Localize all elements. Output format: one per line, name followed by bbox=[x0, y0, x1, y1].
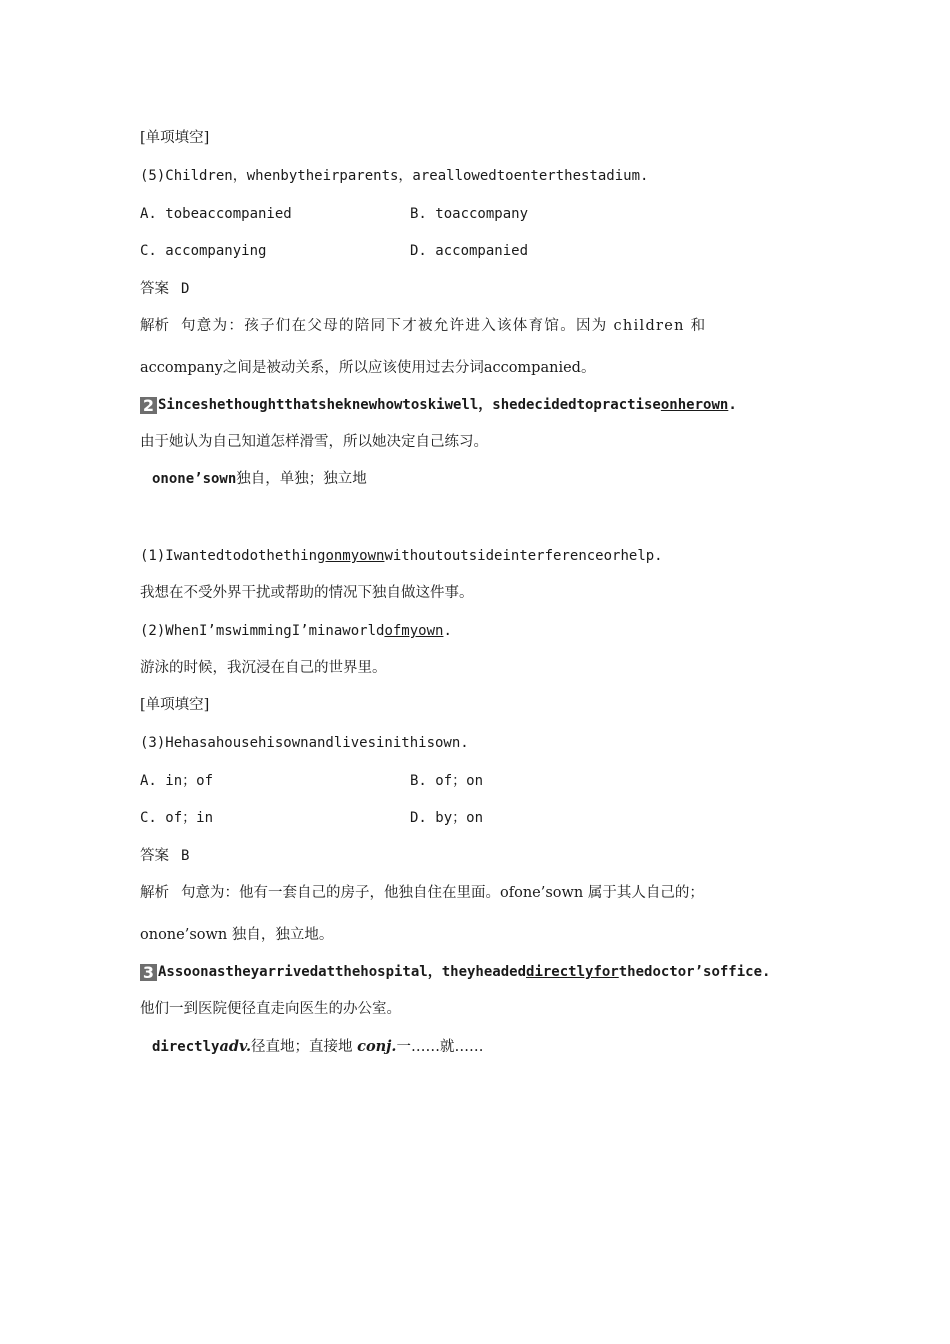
analysis-label: 解析 bbox=[140, 885, 169, 901]
item-number-badge: 2 bbox=[140, 397, 157, 414]
option-d: D. accompanied bbox=[410, 243, 529, 259]
key-sentence bbox=[140, 962, 770, 982]
example-text: (2)WhenI’mswimmingI’minaworld bbox=[140, 623, 385, 639]
question-type-label: [单项填空] bbox=[140, 697, 210, 713]
example-underlined: ofmyown bbox=[384, 623, 444, 639]
option-a: A. in；of bbox=[140, 773, 214, 789]
question-text: (5)Children，whenbytheirparents，areallowedtoenterthestadium. bbox=[140, 168, 649, 184]
answer-row bbox=[140, 846, 189, 866]
option-c: C. accompanying bbox=[140, 243, 267, 259]
key-sentence-text: Sinceshethoughtthatsheknewhowtoskiwell，shedecidedtopractise bbox=[158, 397, 661, 413]
example-text-end: withoutoutsideinterferenceorhelp. bbox=[384, 548, 663, 564]
answer-value: B bbox=[181, 848, 190, 864]
example-translation: 我想在不受外界干扰或帮助的情况下独自做这件事。 bbox=[140, 585, 474, 601]
answer-label: 答案 bbox=[140, 848, 169, 864]
word-meaning: 径直地；直接地 bbox=[251, 1039, 353, 1055]
key-phrase-underlined: onherown bbox=[660, 397, 729, 413]
item-number-badge: 3 bbox=[140, 964, 157, 981]
word-meaning: 一……就…… bbox=[396, 1039, 484, 1055]
phrase-meaning: 独自，单独；独立地 bbox=[236, 471, 367, 487]
analysis-row bbox=[140, 316, 706, 336]
key-sentence-translation: 他们一到医院便径直走向医生的办公室。 bbox=[140, 1001, 401, 1017]
analysis-label: 解析 bbox=[140, 318, 169, 334]
answer-row bbox=[140, 279, 189, 299]
answer-label: 答案 bbox=[140, 281, 169, 297]
part-of-speech: conj. bbox=[357, 1038, 397, 1055]
analysis-text-continued: onone’sown 独自，独立地。 bbox=[140, 927, 334, 943]
option-b: B. toaccompany bbox=[410, 206, 529, 222]
analysis-text: 句意为：他有一套自己的房子，他独自住在里面。ofone’sown 属于其人自己的； bbox=[181, 885, 704, 901]
word-term: directly bbox=[152, 1039, 220, 1055]
phrase-definition bbox=[152, 469, 367, 489]
example-underlined: onmyown bbox=[325, 548, 385, 564]
example-sentence bbox=[140, 546, 663, 566]
option-b: B. of；on bbox=[410, 773, 484, 789]
answer-value: D bbox=[181, 281, 190, 297]
option-a: A. tobeaccompanied bbox=[140, 206, 292, 222]
example-text-end: . bbox=[443, 623, 452, 639]
analysis-text: 句意为：孩子们在父母的陪同下才被允许进入该体育馆。因为 children 和 bbox=[181, 318, 707, 334]
key-phrase-underlined: directlyfor bbox=[526, 964, 619, 980]
key-sentence-end: . bbox=[728, 397, 737, 413]
key-sentence-translation: 由于她认为自己知道怎样滑雪，所以她决定自己练习。 bbox=[140, 434, 488, 450]
analysis-row bbox=[140, 883, 704, 903]
phrase-term: onone’sown bbox=[152, 471, 237, 487]
example-sentence bbox=[140, 621, 452, 641]
key-sentence-end: thedoctor’soffice. bbox=[618, 964, 771, 980]
option-d: D. by；on bbox=[410, 810, 484, 826]
example-text: (1)Iwantedtodothething bbox=[140, 548, 326, 564]
analysis-text-continued: accompany之间是被动关系，所以应该使用过去分词accompanied。 bbox=[140, 360, 596, 376]
option-c: C. of；in bbox=[140, 810, 214, 826]
part-of-speech: adv. bbox=[219, 1038, 251, 1055]
word-definition bbox=[152, 1037, 483, 1057]
question-type-label: [单项填空] bbox=[140, 130, 210, 146]
example-translation: 游泳的时候，我沉浸在自己的世界里。 bbox=[140, 660, 387, 676]
question-text: (3)Hehasahousehisownandlivesinithisown. bbox=[140, 735, 469, 751]
key-sentence bbox=[140, 395, 737, 415]
key-sentence-text: Assoonastheyarrivedatthehospital，theyheaded bbox=[158, 964, 527, 980]
